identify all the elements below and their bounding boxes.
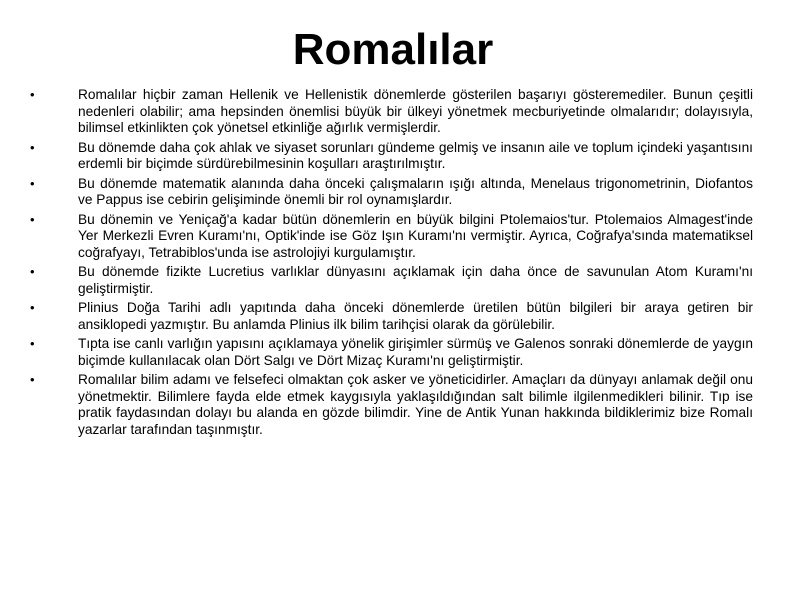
bullet-item	[30, 140, 753, 173]
bullet-icon: •	[30, 87, 35, 102]
bullet-icon: •	[30, 264, 35, 279]
bullet-item	[30, 212, 753, 262]
bullet-item	[30, 176, 753, 209]
bullet-item	[30, 87, 753, 137]
bullet-text: Bu dönemin ve Yeniçağ'a kadar bütün dönemlerin en büyük bilgini Ptolemaios'tur. Ptolemaios Almagest'inde Yer Merkezli Evren Kuramı'nı, Optik'inde ise Göz Işın Kuramı'nı vermiştir. Ayrıca, Coğrafya'sında matematiksel coğrafyayı, Tetrabiblos'unda ise astrolojiyi kurgulamıştır.	[78, 211, 753, 260]
slide-title: Romalılar	[292, 25, 494, 74]
bullet-icon: •	[30, 139, 35, 155]
bullet-text: Romalılar bilim adamı ve felsefeci olmaktan çok asker ve yöneticidirler. Amaçları da dünyayı anlamak değil onu yönetmektir. Bilimlere fayda elde etmek kaygısıyla yaklaşıldığından salt bilimle ilgilenmedikleri bilinir. Tıp ise pratik faydasından dolayı bu alanda en gözde bilimdir. Yine de Antik Yunan hakkında bildiklerimiz bize Romalı yazarlar tarafından taşınmıştır.	[78, 372, 753, 437]
bullet-item	[30, 372, 753, 438]
bullet-item	[30, 264, 753, 297]
bullet-text: Romalılar hiçbir zaman Hellenik ve Hellenistik dönemlerde gösterilen başarıyı gösteremediler. Bunun çeşitli nedenleri olabilir; ama hepsinden önemlisi büyük bir ülkeyi yönetmek mecburiyetinde olmalarıdır; dolayısıyla, bilimsel etkinlikten çok yönetsel etkinliğe ağırlık vermişlerdir.	[78, 87, 753, 135]
bullet-item	[30, 336, 753, 369]
bullet-text: Plinius Doğa Tarihi adlı yapıtında daha önceki dönemlerde üretilen bütün bilgileri bir araya getiren bir ansiklopedi yazmıştır. Bu anlamda Plinius ilk bilim tarihçisi olarak da görülebilir.	[78, 300, 753, 332]
bullet-text: Tıpta ise canlı varlığın yapısını açıklamaya yönelik girişimler sürmüş ve Galenos sonraki dönemlerde de yaygın biçimde kullanılacak olan Dört Salgı ve Dört Mizaç Kuramı'nı geliştirmiştir.	[78, 336, 753, 368]
bullet-text: Bu dönemde matematik alanında daha önceki çalışmaların ışığı altında, Menelaus trigonometrinin, Diofantos ve Pappus ise cebirin gelişiminde önemli bir rol oynamışlardır.	[78, 175, 753, 207]
bullet-icon: •	[30, 300, 35, 315]
bullet-list	[30, 87, 753, 441]
bullet-text: Bu dönemde fizikte Lucretius varlıklar dünyasını açıklamak için daha önce de savunulan Atom Kuramı'nı geliştirmiştir.	[78, 264, 753, 296]
bullet-icon: •	[30, 336, 35, 351]
bullet-item	[30, 300, 753, 333]
bullet-icon: •	[30, 372, 35, 387]
bullet-icon: •	[30, 175, 35, 191]
bullet-text: Bu dönemde daha çok ahlak ve siyaset sorunları gündeme gelmiş ve insanın aile ve toplum içindeki yaşantısını erdemli bir biçimde sürdürebilmesinin koşulları araştırılmıştır.	[78, 139, 753, 171]
bullet-icon: •	[30, 211, 35, 227]
